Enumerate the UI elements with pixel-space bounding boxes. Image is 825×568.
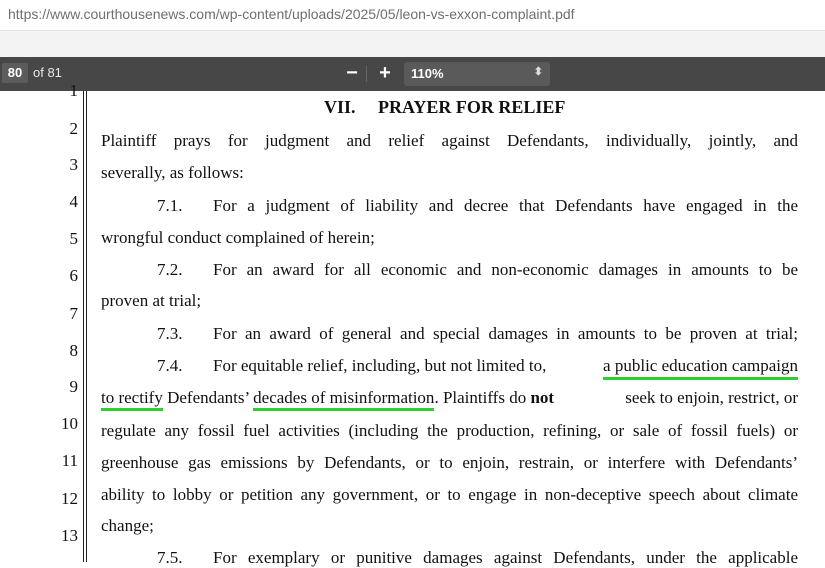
line-number: 7 — [69, 304, 78, 323]
line-number: 12 — [61, 489, 78, 508]
item-number: 7.4. — [157, 356, 183, 375]
highlighted-text: decades of misinformation — [253, 388, 434, 411]
chevron-updown-icon: ⬍ — [533, 66, 543, 78]
zoom-in-button[interactable]: + — [379, 62, 391, 84]
pdf-page — [0, 81, 825, 567]
tab-strip-spacer — [0, 31, 825, 57]
body-line — [101, 388, 798, 408]
body-line: wrongful conduct complained of herein; — [101, 228, 375, 247]
bold-text: not — [530, 388, 555, 407]
line-number: 13 — [61, 526, 78, 545]
toolbar-divider — [366, 66, 367, 82]
section-heading: VII. PRAYER FOR RELIEF — [324, 97, 566, 117]
body-text: Defendants’ — [162, 388, 254, 407]
line-number: 9 — [69, 377, 78, 396]
body-text: For equitable relief, including, but not limited to, — [213, 356, 551, 375]
highlighted-text: to rectify — [101, 388, 163, 411]
body-line: regulate any fossil fuel activities (including the production, refining, or sale of fossil fuels) or — [101, 421, 798, 440]
body-line: For exemplary or punitive damages against Defendants, under the applicable — [213, 548, 798, 567]
line-number: 5 — [69, 229, 78, 248]
item-number: 7.5. — [157, 548, 183, 567]
line-number: 2 — [69, 119, 78, 138]
body-line: ability to lobby or petition any government, or to engage in non-deceptive speech about climate — [101, 485, 798, 504]
zoom-select[interactable] — [404, 62, 550, 86]
line-number: 6 — [69, 266, 78, 285]
line-number: 4 — [69, 192, 78, 211]
item-number: 7.2. — [157, 260, 183, 279]
margin-rule — [83, 91, 84, 562]
address-bar[interactable] — [0, 0, 825, 31]
body-line: For an award of general and special damages in amounts to be proven at trial; — [213, 324, 798, 343]
body-line: severally, as follows: — [101, 163, 244, 182]
body-line: greenhouse gas emissions by Defendants, or to enjoin, restrain, or interfere with Defendants’ — [101, 453, 798, 472]
margin-rule — [86, 91, 87, 562]
pdf-toolbar — [0, 57, 825, 92]
page-total-label: of 81 — [33, 65, 62, 80]
body-line: proven at trial; — [101, 291, 202, 310]
body-line: For an award for all economic and non-economic damages in amounts to be — [213, 260, 798, 279]
line-number: 1 — [69, 81, 78, 100]
item-number: 7.3. — [157, 324, 183, 343]
line-number: 11 — [61, 451, 78, 470]
line-number: 8 — [69, 341, 78, 360]
body-text: seek to enjoin, restrict, or — [620, 388, 798, 407]
line-number: 3 — [69, 155, 78, 174]
body-text: . Plaintiffs do — [434, 388, 531, 407]
zoom-value: 110% — [411, 66, 444, 81]
zoom-out-button[interactable]: − — [346, 62, 358, 84]
line-number: 10 — [61, 414, 78, 433]
highlighted-text: a public education campaign — [603, 356, 798, 380]
page-number-input[interactable]: 80 — [2, 63, 28, 83]
body-line: For a judgment of liability and decree that Defendants have engaged in the — [213, 196, 798, 215]
body-line: Plaintiff prays for judgment and relief against Defendants, individually, jointly, and — [101, 131, 798, 150]
url-text[interactable]: https://www.courthousenews.com/wp-content/uploads/2025/05/leon-vs-exxon-complaint.pdf — [8, 6, 575, 22]
body-line: change; — [101, 516, 154, 535]
body-line — [213, 356, 798, 380]
item-number: 7.1. — [157, 196, 183, 215]
